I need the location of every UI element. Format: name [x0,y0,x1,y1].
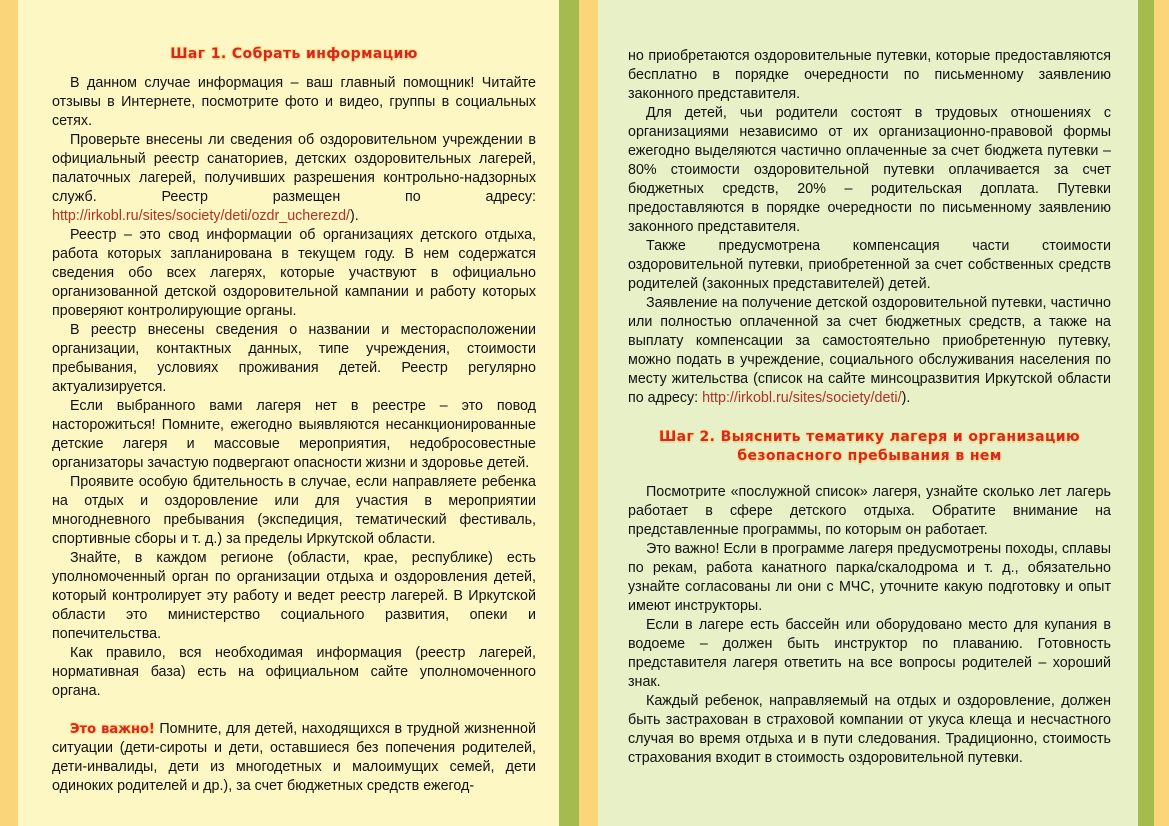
paragraph: Как правило, вся необходимая информация (реестр лагерей, нормативная база) есть на официальном сайте уполномоченного органа. [52,645,536,699]
right-olive-strip [1138,0,1154,826]
step2-heading-line2: безопасного пребывания в нем [737,448,1002,464]
paragraph-text: ). [350,208,359,224]
paragraph-important [52,720,536,796]
paragraph: Реестр – это свод информации об организациях детского отдыха, работа которых запланирована в текущем году. В нем содержатся сведения обо всех лагерях, которые участвуют в официально организованной детской оздоровительной кампании и работу которых проверяют контролирующие органы. [52,227,536,319]
right-column [628,0,1111,768]
step2-heading-line1: Шаг 2. Выяснить тематику лагеря и организацию [658,429,1081,445]
paragraph: В данном случае информация – ваш главный помощник! Читайте отзывы в Интернете, посмотрите фото и видео, группы в социальных сетях. [52,75,536,129]
paragraph-minsoc-link [628,294,1111,408]
left-column [52,0,536,796]
center-orange-strip [579,0,598,826]
step1-heading: Шаг 1. Собрать информацию [170,46,418,62]
paragraph: Знайте, в каждом регионе (области, крае, республике) есть уполномоченный орган по организации отдыха и оздоровления детей, который контролирует эту работу и ведет реестр лагерей. В Иркутской области это министерство социального развития, опеки и попечительства. [52,550,536,642]
paragraph: Посмотрите «послужной список» лагеря, узнайте сколько лет лагерь работает в сфере детского отдыха. Обратите внимание на представленные программы, по которым он работает. [628,484,1111,538]
paragraph-text: Заявление на получение детской оздоровительной путевки, частично или полностью оплаченной за счет бюджетных средств, а также на выплату компенсации за самостоятельно приобретенную путевку, можно подать в учреждение, социального обслуживания населения по месту жительства (список на сайте минсоцразвития Иркутской области по адресу: [628,295,1111,406]
important-label: Это важно! [70,722,155,737]
minsoc-link[interactable]: http://irkobl.ru/sites/society/deti/ [702,390,902,406]
paragraph: Если в лагере есть бассейн или оборудовано место для купания в водоеме – должен быть инструктор по плаванию. Готовность представителя лагеря ответить на все вопросы родителей – хороший знак. [628,617,1111,690]
right-edge-strip [1154,0,1169,826]
paragraph: Если выбранного вами лагеря нет в реестре – это повод насторожиться! Помните, ежегодно выявляются несанкционированные детские лагеря и массовые мероприятия, недобросовестные организаторы зачастую подвергают опасности жизни и здоровье детей. [52,398,536,471]
paragraph: Проявите особую бдительность в случае, если направляете ребенка на отдых и оздоровление или для участия в мероприятии многодневного пребывания (экспедиция, тематический фестиваль, спортивные сборы и т. д.) за пределы Иркутской области. [52,474,536,547]
paragraph: Также предусмотрена компенсация части стоимости оздоровительной путевки, приобретенной за счет собственных средств родителей (законных представителей) детей. [628,238,1111,292]
paragraph-text: Проверьте внесены ли сведения об оздоровительном учреждении в официальный реестр санаториев, детских оздоровительных лагерей, палаточных лагерей, получивших разрешения контрольно-надзорных служб. Реестр размещен по адресу: [52,132,536,205]
center-olive-strip [559,0,579,826]
paragraph: но приобретаются оздоровительные путевки, которые предоставляются бесплатно в порядке очередности по письменному заявлению законного представителя. [628,48,1111,102]
step2-heading [628,428,1111,466]
left-edge-strip [0,0,18,826]
paragraph-text: Помните, для детей, находящихся в трудной жизненной ситуации (дети-сироты и дети, оставшиеся без попечения родителей, дети-инвалиды, дети из многодетных и малоимущих семей, дети одиноких родителей и др.), за счет бюджетных средств ежегод- [52,721,536,794]
paragraph: Каждый ребенок, направляемый на отдых и оздоровление, должен быть застрахован в страховой компании от укуса клеща и несчастного случая во время отдыха и в пути следования. Традиционно, стоимость страхования входит в стоимость оздоровительной путевки. [628,693,1111,766]
paragraph-registry-link [52,131,536,226]
paragraph: В реестр внесены сведения о названии и месторасположении организации, контактных данных, типе учреждения, стоимости пребывания, условиях проживания детей. Реестр регулярно актуализируется. [52,322,536,395]
registry-link[interactable]: http://irkobl.ru/sites/society/deti/ozdr_ucherezd/ [52,208,350,224]
paragraph: Это важно! Если в программе лагеря предусмотрены походы, сплавы по рекам, работа канатного парка/скалодрома и т. д., обязательно узнайте согласованы ли они с МЧС, уточните какую подготовку и опыт имеют инструкторы. [628,541,1111,614]
paragraph-text: ). [901,390,911,406]
paragraph: Для детей, чьи родители состоят в трудовых отношениях с организациями независимо от их организационно-правовой формы ежегодно выделяются частично оплаченные за счет бюджета путевки – 80% стоимости оздоровительной путевки оплачивается за счет бюджетных средств, 20% – родительская доплата. Путевки предоставляются в порядке очередности по письменному заявлению законного представителя. [628,105,1111,235]
